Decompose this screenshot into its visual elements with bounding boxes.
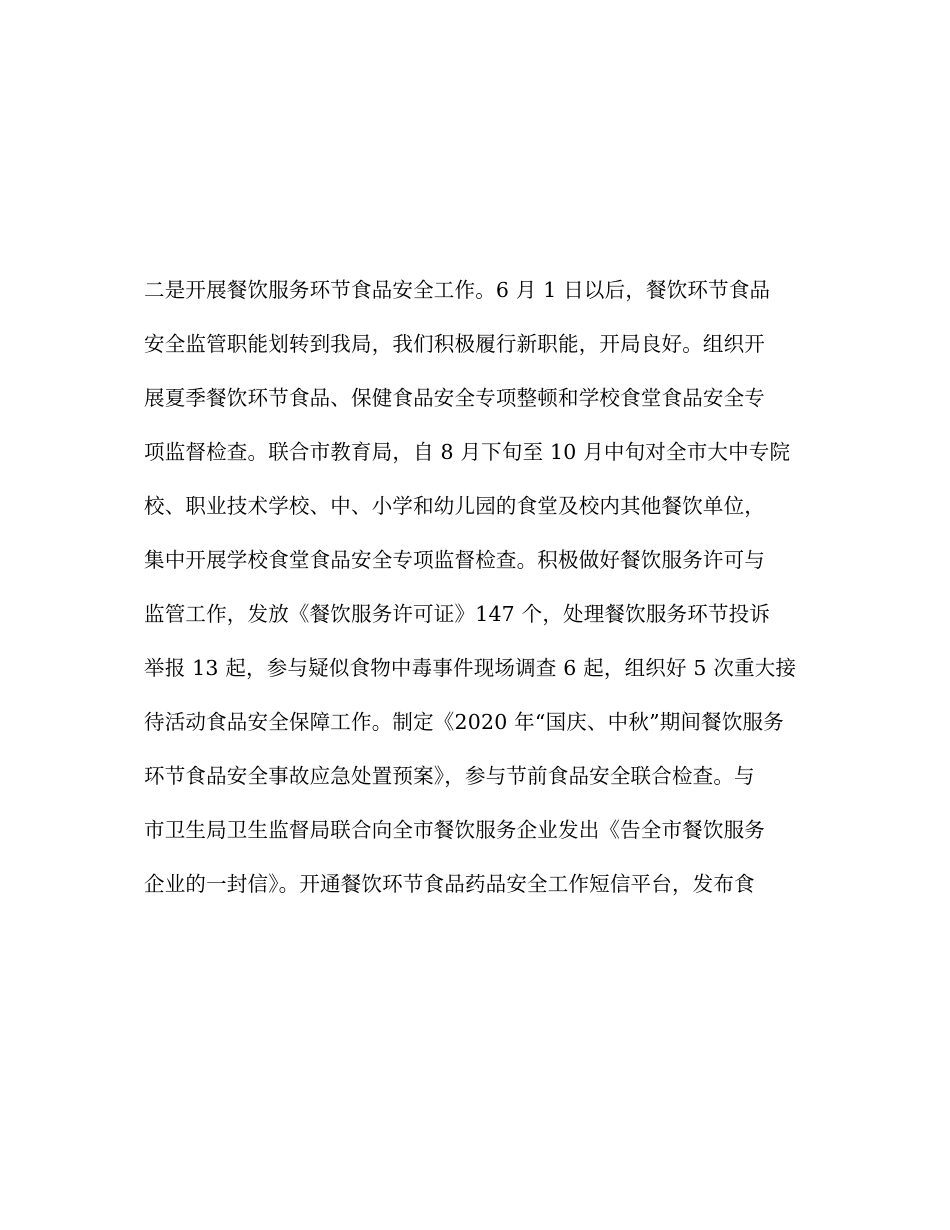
text-line: 待活动食品安全保障工作。制定《2020 年“国庆、中秋”期间餐饮服务 [144, 710, 784, 734]
text-line: 展夏季餐饮环节食品、保健食品安全专项整顿和学校食堂食品安全专 [144, 386, 765, 410]
text-line: 二是开展餐饮服务环节食品安全工作。6 月 1 日以后，餐饮环节食品 [144, 278, 771, 302]
body-paragraph [144, 270, 814, 918]
text-line: 环节食品安全事故应急处置预案》，参与节前食品安全联合检查。与 [144, 764, 755, 788]
text-line: 监管工作，发放《餐饮服务许可证》147 个，处理餐饮服务环节投诉 [144, 602, 771, 626]
text-line: 企业的一封信》。开通餐饮环节食品药品安全工作短信平台，发布食 [144, 872, 755, 896]
text-line: 安全监管职能划转到我局，我们积极履行新职能，开局良好。组织开 [144, 332, 765, 356]
text-line: 项监督检查。联合市教育局，自 8 月下旬至 10 月中旬对全市大中专院 [144, 440, 791, 464]
text-line: 校、职业技术学校、中、小学和幼儿园的食堂及校内其他餐饮单位， [144, 494, 765, 518]
text-line: 集中开展学校食堂食品安全专项监督检查。积极做好餐饮服务许可与 [144, 548, 765, 572]
text-line: 市卫生局卫生监督局联合向全市餐饮服务企业发出《告全市餐饮服务 [144, 818, 765, 842]
text-line: 举报 13 起，参与疑似食物中毒事件现场调查 6 起，组织好 5 次重大接 [144, 656, 797, 680]
